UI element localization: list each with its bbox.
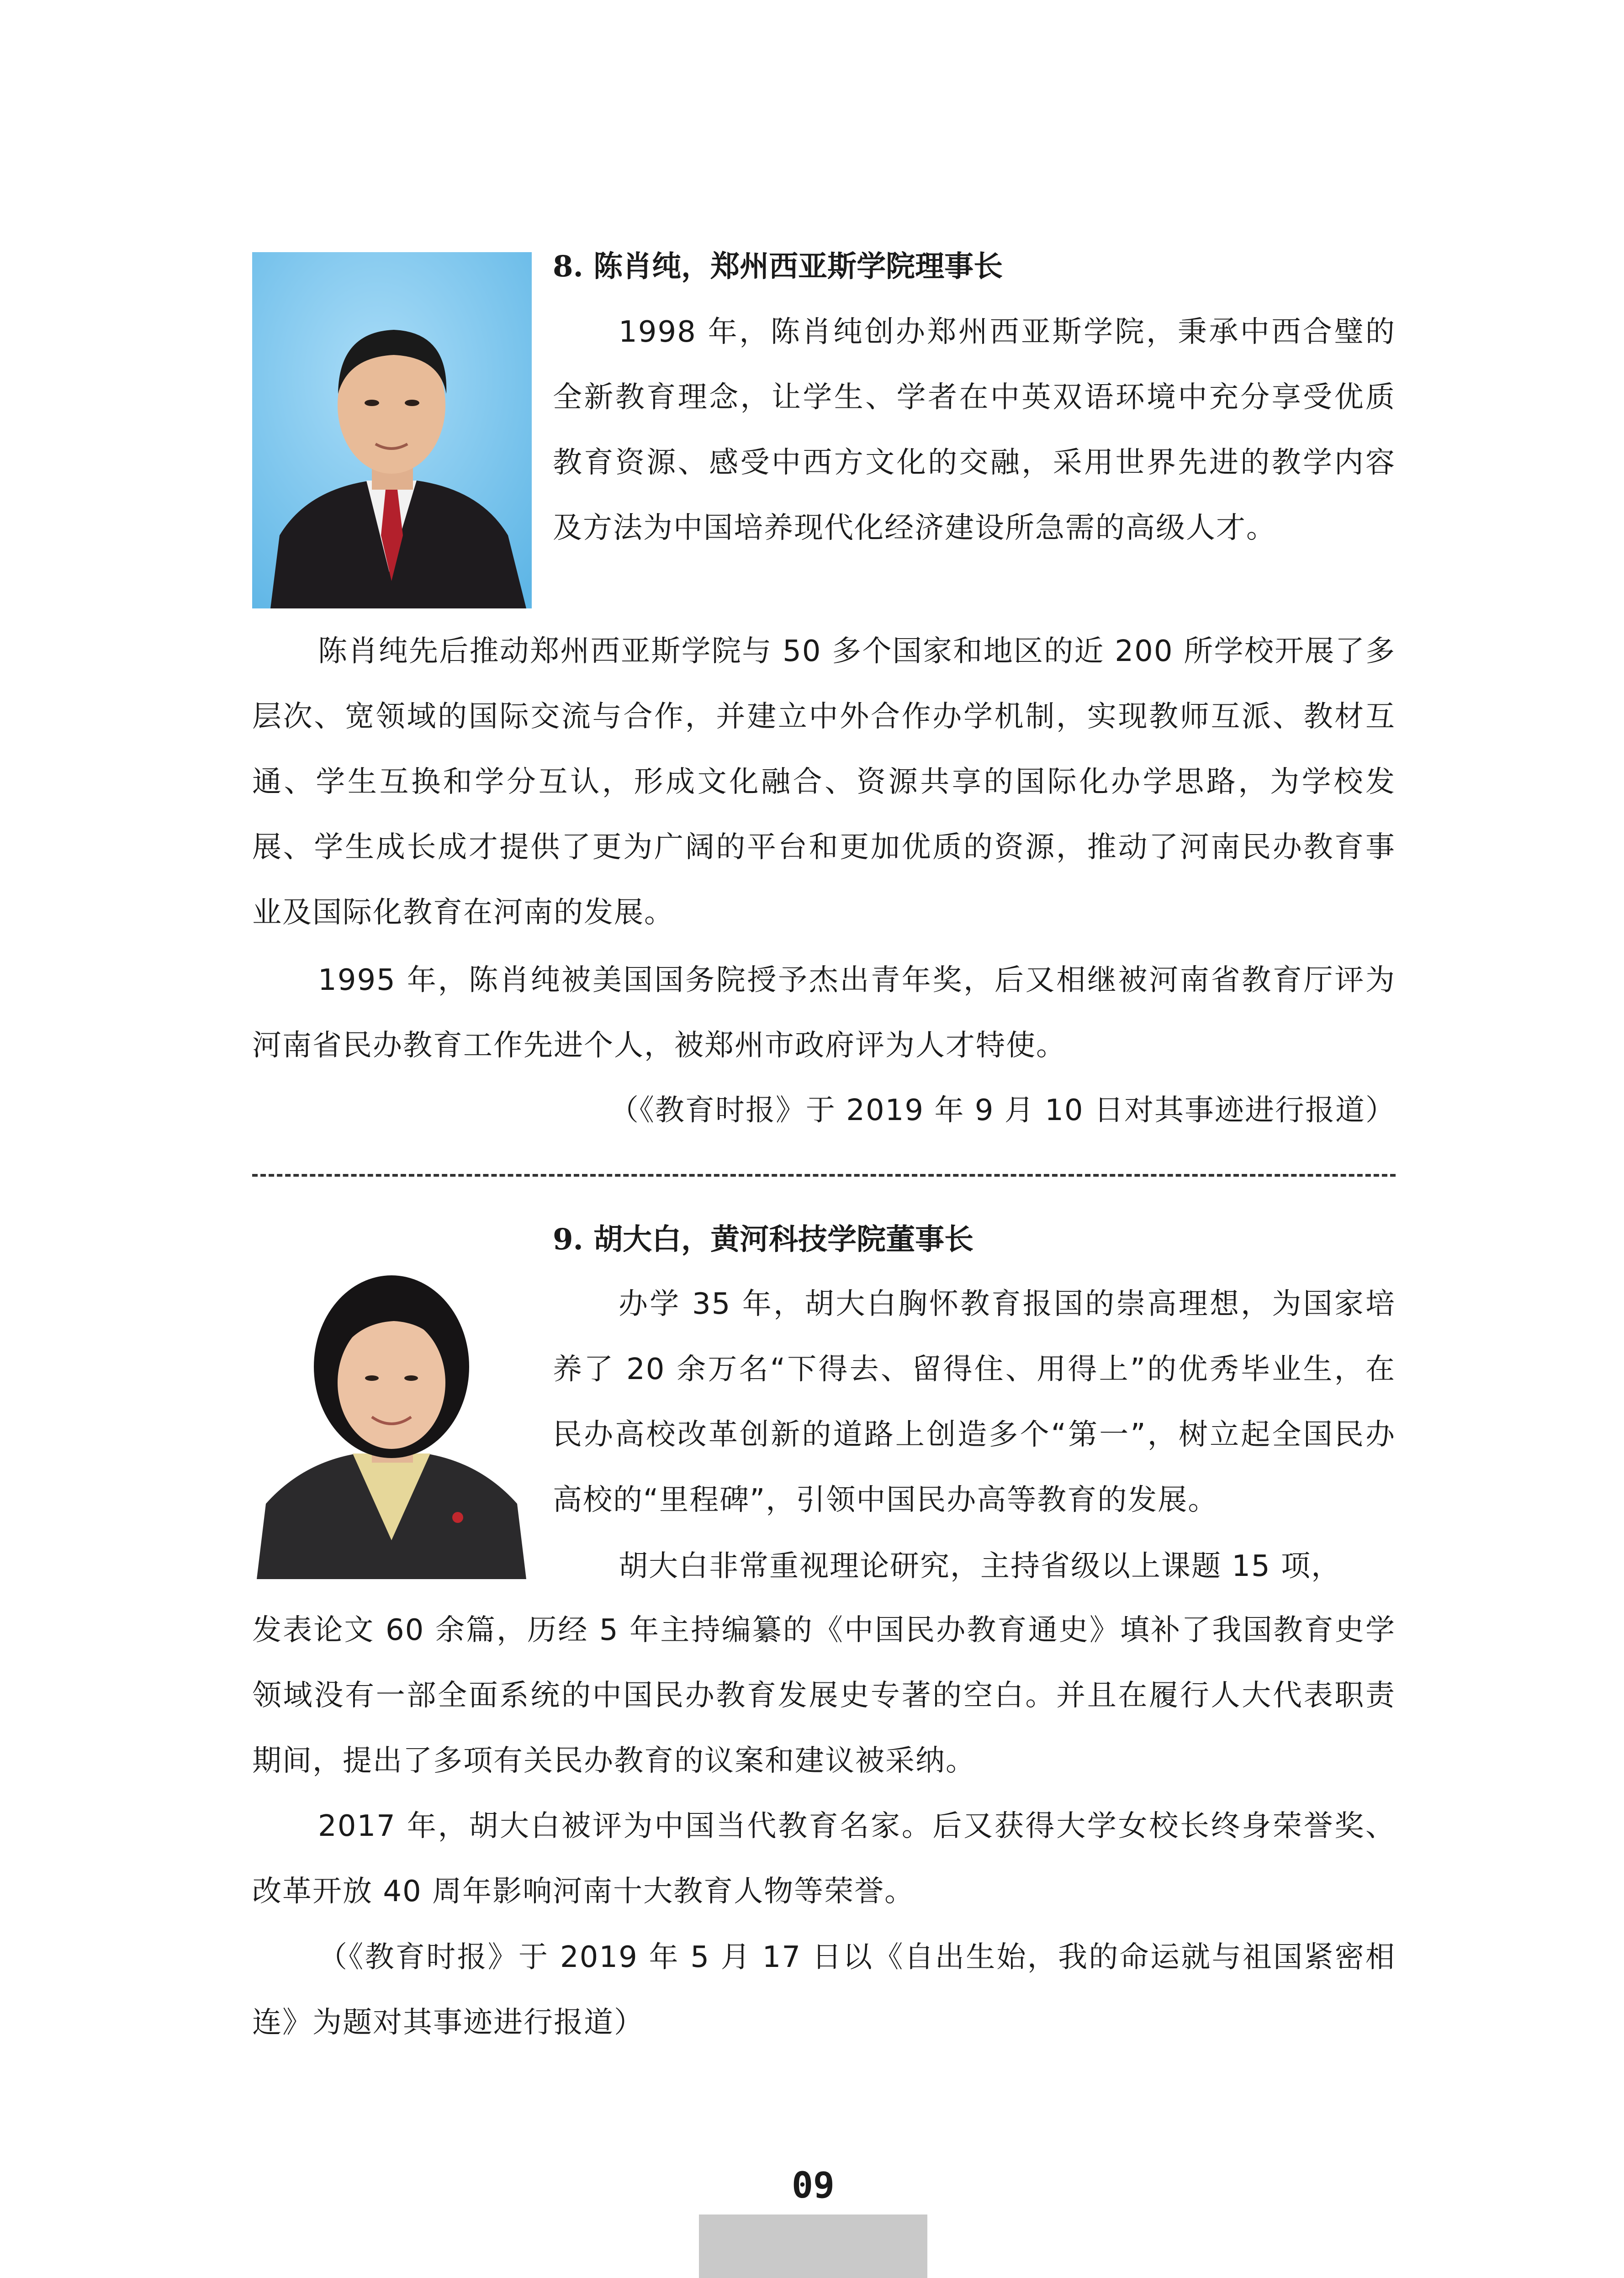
entry-paragraph: 发表论文 60 余篇，历经 5 年主持编纂的《中国民办教育通史》填补了我国教育史学领域没有一部全面系统的中国民办教育发展史专著的空白。并且在履行人大代表职责期间，提出了多项有关民办教育的议案和建议被采纳。 bbox=[252, 1613, 1396, 1778]
portrait-man-photo bbox=[252, 252, 532, 608]
entry-paragraph: 办学 35 年，胡大白胸怀教育报国的崇高理想，为国家培养了 20 余万名“下得去、留得住、用得上”的优秀毕业生，在民办高校改革创新的道路上创造多个“第一”，树立起全国民办高校的“里程碑”，引领中国民办高等教育的发展。 bbox=[553, 1287, 1396, 1517]
portrait-woman-photo bbox=[252, 1225, 532, 1579]
entry-paragraph: 1998 年，陈肖纯创办郑州西亚斯学院，秉承中西合璧的全新教育理念，让学生、学者在中英双语环境中充分享受优质教育资源、感受中西方文化的交融，采用世界先进的教学内容及方法为中国培养现代化经济建设所急需的高级人才。 bbox=[553, 315, 1396, 545]
source-citation: （《教育时报》于 2019 年 5 月 17 日以《自出生始，我的命运就与祖国紧密相连》为题对其事迹进行报道） bbox=[252, 1940, 1396, 2040]
page-number-tab bbox=[699, 2215, 927, 2278]
entry-heading: 9. 胡大白，黄河科技学院董事长 bbox=[553, 1222, 974, 1257]
section-divider bbox=[252, 1174, 1396, 1177]
entry-paragraph: 1995 年，陈肖纯被美国国务院授予杰出青年奖，后又相继被河南省教育厅评为河南省民办教育工作先进个人，被郑州市政府评为人才特使。 bbox=[252, 963, 1396, 1062]
entry-paragraph: 胡大白非常重视理论研究，主持省级以上课题 15 项， bbox=[619, 1549, 1342, 1583]
entry-paragraph: 陈肖纯先后推动郑州西亚斯学院与 50 多个国家和地区的近 200 所学校开展了多层次、宽领域的国际交流与合作，并建立中外合作办学机制，实现教师互派、教材互通、学生互换和学分互认，形成文化融合、资源共享的国际化办学思路，为学校发展、学生成长成才提供了更为广阔的平台和更加优质的资源，推动了河南民办教育事业及国际化教育在河南的发展。 bbox=[252, 634, 1396, 930]
entry-heading: 8. 陈肖纯，郑州西亚斯学院理事长 bbox=[553, 249, 1003, 284]
page-number: 09 bbox=[792, 2165, 835, 2206]
entry-paragraph: 2017 年，胡大白被评为中国当代教育名家。后又获得大学女校长终身荣誉奖、改革开放 40 周年影响河南十大教育人物等荣誉。 bbox=[252, 1809, 1396, 1908]
source-citation: （《教育时报》于 2019 年 9 月 10 日对其事迹进行报道） bbox=[609, 1094, 1396, 1127]
